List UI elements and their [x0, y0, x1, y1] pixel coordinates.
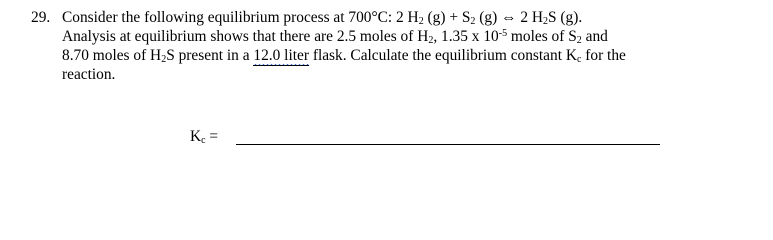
- text-run: S (g).: [547, 9, 583, 26]
- subscript: 2: [418, 16, 424, 27]
- text-run: reaction.: [62, 66, 116, 83]
- subscript: c: [576, 54, 582, 65]
- subscript: 2: [576, 35, 582, 46]
- flask-volume: 12.0 liter: [253, 47, 309, 64]
- text-run: (g): [475, 9, 502, 26]
- subscript: c: [201, 135, 206, 146]
- question-line-3: [62, 46, 751, 65]
- question-line-4: [62, 65, 751, 84]
- text-run: 8.70 moles of H: [62, 47, 162, 64]
- kc-label: [190, 127, 218, 146]
- superscript: -5: [498, 28, 508, 39]
- text-run: K: [190, 128, 202, 145]
- question-text: [62, 8, 751, 84]
- subscript: 2: [161, 54, 167, 65]
- subscript: 2: [428, 35, 434, 46]
- text-run: =: [205, 128, 219, 145]
- text-run: for the: [581, 47, 626, 64]
- subscript: 2: [542, 16, 548, 27]
- text-run: Analysis at equilibrium shows that there are 2.5 moles of H: [62, 28, 429, 45]
- subscript: 2: [470, 16, 476, 27]
- text-run: Consider the following equilibrium process at 700°C: 2 H: [62, 9, 419, 26]
- text-run: S present in a: [166, 47, 254, 64]
- text-run: , 1.35 x 10: [433, 28, 499, 45]
- equilibrium-arrow-icon: ⇔: [501, 9, 517, 26]
- text-run: and: [581, 28, 608, 45]
- question-29: [31, 8, 751, 84]
- question-number: 29.: [31, 9, 51, 26]
- text-run: (g) + S: [423, 9, 471, 26]
- text-run: 2 H: [516, 9, 543, 26]
- text-run: flask. Calculate the equilibrium constant K: [308, 47, 577, 64]
- answer-blank-line: [236, 144, 660, 145]
- text-run: moles of S: [507, 28, 577, 45]
- question-line-1: [62, 8, 751, 27]
- question-line-2: [62, 27, 751, 46]
